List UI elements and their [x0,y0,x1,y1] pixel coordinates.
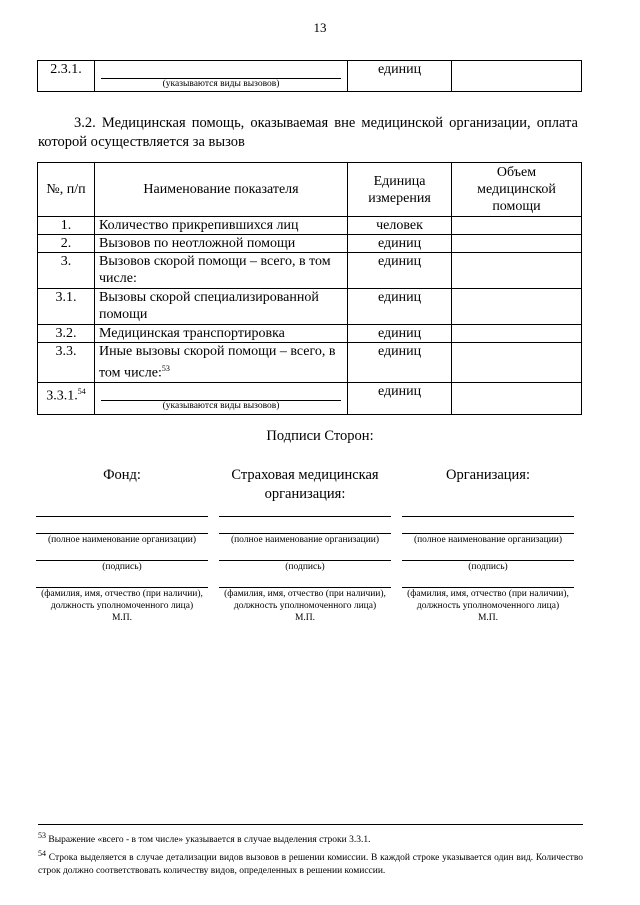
org-hint: (полное наименование организации) [47,535,197,545]
row-number: 3.1. [38,289,95,325]
row-hint: (указываются виды вызовов) [162,400,280,411]
signature-line [36,517,208,534]
fill-line [101,383,341,401]
row-name: Вызовов скорой помощи – всего, в том числе: [95,253,348,289]
signature-line [36,573,208,588]
signature-block-insurer [219,466,391,624]
row-number: 3.3. [38,343,95,383]
row-unit: единиц [348,343,452,383]
footnote-number: 53 [38,831,46,840]
header-volume: Объем медицинской помощи [452,163,582,217]
row-number: 2.3.1. [38,61,95,92]
footnote-text: Выражение «всего - в том числе» указывается в случае выделения строки 3.3.1. [48,835,371,846]
stamp: М.П. [477,613,499,623]
row-volume [452,61,582,92]
person-hint: (фамилия, имя, отчество (при наличии), должность уполномоченного лица) [407,589,569,611]
table-row [38,343,582,383]
row-unit: единиц [348,382,452,414]
signature-line [402,546,574,561]
row-name-cell [95,382,348,414]
signature-line [219,517,391,534]
table-row [38,217,582,235]
signature-line [402,573,574,588]
row-unit: единиц [348,253,452,289]
row-name-cell [95,61,348,92]
top-row-table [37,60,582,92]
row-volume [452,253,582,289]
row-name: Вызовы скорой специализированной помощи [95,289,348,325]
footnote-ref: 54 [77,386,86,396]
signatures-title: Подписи Сторон: [266,428,374,444]
row-number: 3.2. [38,325,95,343]
row-unit: единиц [348,61,452,92]
party-name: Страховая медицинская организация: [231,467,379,502]
indicators-table [37,162,582,415]
signature-line [36,504,208,517]
footnote [38,829,583,847]
table-row [38,61,582,92]
row-name: Количество прикрепившихся лиц [95,217,348,235]
signature-block-organization [402,466,574,624]
header-num: №, п/п [38,163,95,217]
row-number: 3. [38,253,95,289]
row-number: 3.3.1. [46,388,78,404]
table-row [38,382,582,414]
row-volume [452,217,582,235]
row-unit: единиц [348,235,452,253]
row-number: 2. [38,235,95,253]
row-volume [452,235,582,253]
row-unit: единиц [348,289,452,325]
table-header-row [38,163,582,217]
header-name: Наименование показателя [95,163,348,217]
signature-block-fund [36,466,208,624]
signature-line [402,517,574,534]
table-row [38,235,582,253]
row-volume [452,325,582,343]
org-hint: (полное наименование организации) [230,535,380,545]
signature-line [219,546,391,561]
row-unit: единиц [348,325,452,343]
page-number: 13 [313,20,327,35]
sign-hint: (подпись) [102,562,142,572]
stamp: М.П. [294,613,316,623]
row-name: Вызовов по неотложной помощи [95,235,348,253]
section-heading: 3.2. Медицинская помощь, оказываемая вне медицинской организации, оплата которой осуществляется за вызов [38,115,578,150]
fill-line [101,61,341,79]
person-hint: (фамилия, имя, отчество (при наличии), должность уполномоченного лица) [41,589,203,611]
person-hint: (фамилия, имя, отчество (при наличии), должность уполномоченного лица) [224,589,386,611]
table-row [38,325,582,343]
footnote-number: 54 [38,849,46,859]
sign-hint: (подпись) [285,562,325,572]
row-volume [452,289,582,325]
row-unit: человек [348,217,452,235]
row-name-cell [95,343,348,383]
party-name: Организация: [445,467,530,483]
footnote-ref: 53 [161,364,170,373]
sign-hint: (подпись) [468,562,508,572]
table-row [38,253,582,289]
row-name: Иные вызовы скорой помощи – всего, в том числе: [99,344,336,381]
footnotes [38,824,583,878]
footnote [38,847,583,878]
header-unit: Единица измерения [348,163,452,217]
signature-line [36,546,208,561]
table-row [38,289,582,325]
signature-line [219,573,391,588]
row-hint: (указываются виды вызовов) [162,79,280,89]
footnote-text: Строка выделяется в случае детализации видов вызовов в решении комиссии. В каждой строке указывается один вид. Количество строк должно соответствовать количеству видов, определенных в решении комиссии. [38,853,583,877]
stamp: М.П. [111,613,133,623]
row-volume [452,382,582,414]
signature-line [219,504,391,517]
party-name: Фонд: [103,467,141,483]
row-volume [452,343,582,383]
row-name: Медицинская транспортировка [95,325,348,343]
signature-line [402,504,574,517]
row-number-cell [38,382,95,414]
org-hint: (полное наименование организации) [413,535,563,545]
row-number: 1. [38,217,95,235]
